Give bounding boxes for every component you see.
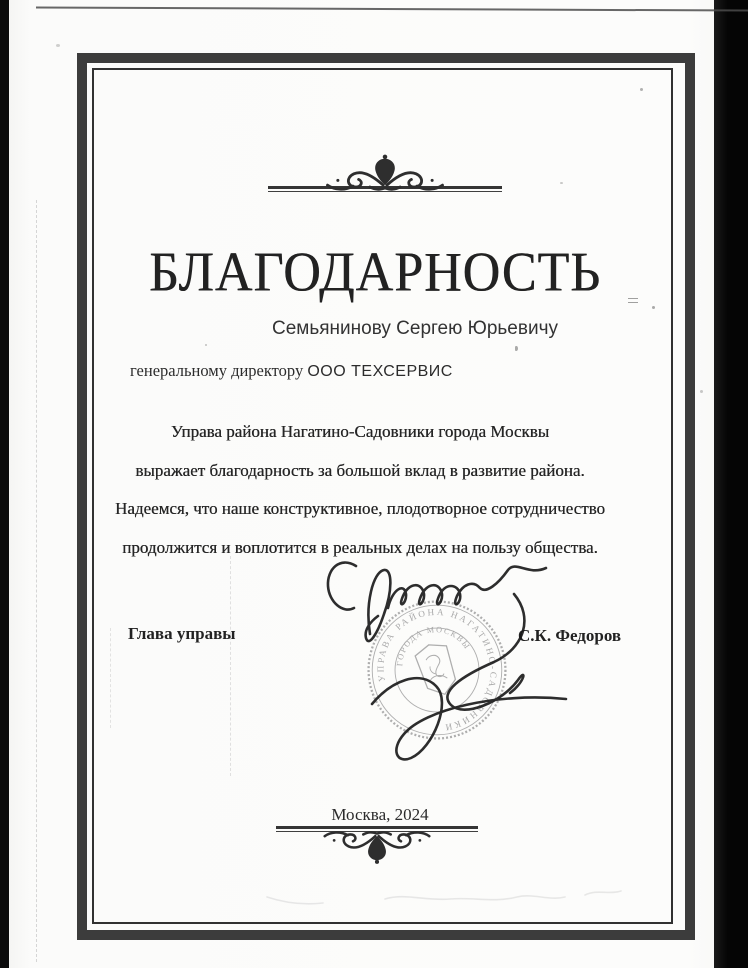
scan-edge-band-right xyxy=(714,0,748,968)
scan-speck xyxy=(652,306,655,309)
recipient-company: ООО ТЕХСЕРВИС xyxy=(307,363,453,380)
signatory-name: С.К. Федоров xyxy=(518,626,622,645)
scan-line-artifact xyxy=(36,6,748,11)
signature xyxy=(312,552,584,784)
scan-streak-artifact xyxy=(36,200,37,962)
ornament-top xyxy=(268,151,502,195)
place-year: Москва, 2024 xyxy=(331,805,429,824)
ornament-bottom xyxy=(276,826,478,870)
scan-speck xyxy=(205,344,207,346)
stamp-inner-text: ГОРОДА МОСКВЫ xyxy=(395,624,472,667)
scan-speck xyxy=(628,298,638,303)
flourish-icon xyxy=(319,151,451,191)
scan-speck xyxy=(560,182,563,184)
stamp-ring-text: УПРАВА РАЙОНА НАГАТИНО-САДОВНИКИ xyxy=(375,606,499,733)
signatory-position: Глава управы xyxy=(128,624,236,643)
recipient-role-prefix: генеральному директору xyxy=(130,361,308,380)
body-line: выражает благодарность за большой вклад в развитие района. xyxy=(135,460,585,480)
recipient-role xyxy=(130,361,650,381)
certificate-body xyxy=(90,413,630,567)
body-line: Управа района Нагатино-Садовники города Москвы xyxy=(170,422,550,441)
scan-speck xyxy=(700,390,703,393)
flourish-icon xyxy=(317,831,437,867)
scan-speck xyxy=(56,44,60,47)
scan-speck xyxy=(640,88,643,91)
scan-speck xyxy=(515,346,518,351)
body-line: продолжится и воплотится в реальных делах на пользу общества. xyxy=(122,537,598,557)
certificate-title: БЛАГОДАРНОСТЬ xyxy=(148,241,602,304)
scan-ghost-marks xyxy=(265,885,630,925)
scan-edge-band-left xyxy=(0,0,9,968)
recipient-name: Семьянинову Сергею Юрьевичу xyxy=(272,318,558,339)
body-line: Надеемся, что наше конструктивное, плодотворное сотрудничество xyxy=(115,499,605,518)
